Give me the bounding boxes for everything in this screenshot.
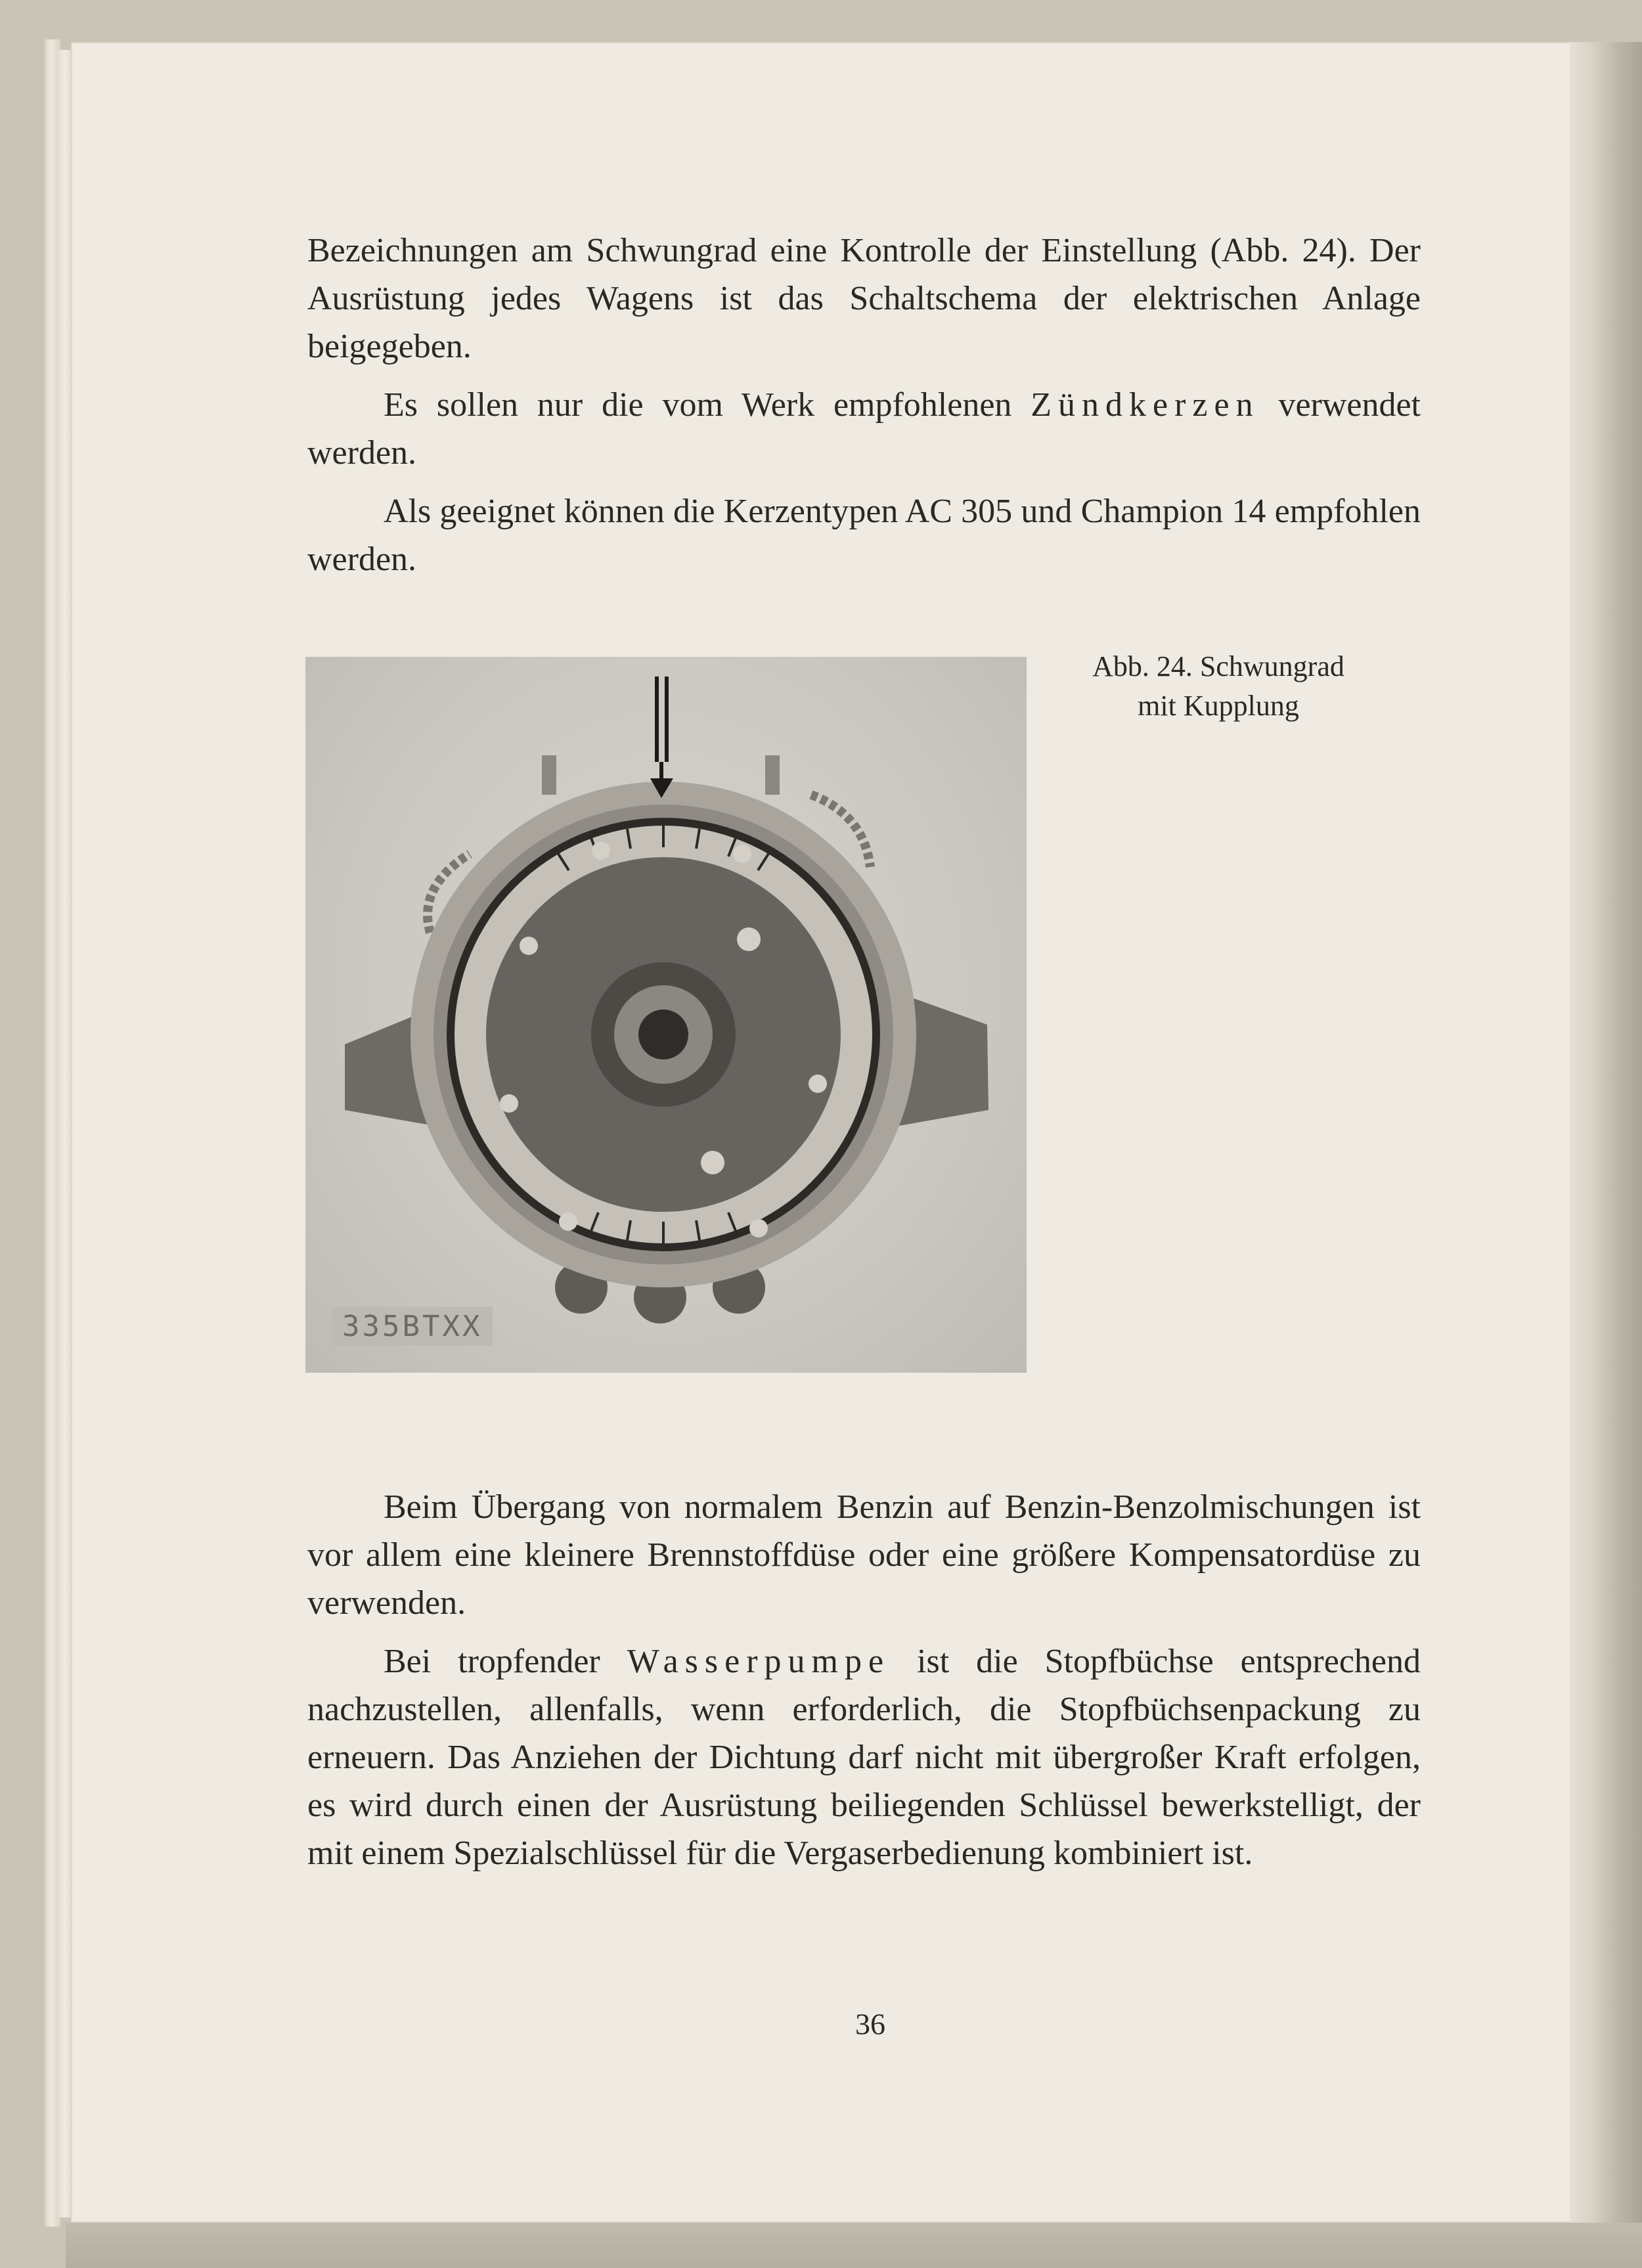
paragraph-water-pump xyxy=(307,1637,1421,1877)
top-text-block xyxy=(307,227,1421,583)
page-number: 36 xyxy=(855,2007,885,2041)
paragraph-spark-plugs-after: verwendet werden. xyxy=(307,386,1421,472)
paragraph-plug-types: Als geeignet können die Kerzentypen AC 305 und Champion 14 empfohlen werden. xyxy=(307,493,1421,578)
caption-line-1: Abb. 24. Schwungrad xyxy=(1092,650,1344,682)
page-stack-edge-inner xyxy=(58,50,72,2217)
paragraph-water-pump-before: Bei tropfender xyxy=(384,1643,627,1680)
paragraph-flywheel-marks: Bezeichnungen am Schwungrad eine Kontrolle der Einstellung (Abb. 24). Der Ausrüstung jedes Wagens ist das Schaltschema der elektrischen Anlage beigegeben. xyxy=(307,232,1421,365)
paragraph-fuel-mixture: Beim Übergang von normalem Benzin auf Benzin-Benzolmischungen ist vor allem eine kleinere Brennstoffdüse oder eine größere Kompensatordüse zu verwenden. xyxy=(307,1488,1421,1622)
figure-flywheel-photo xyxy=(305,657,1027,1373)
paragraph-spark-plugs xyxy=(307,381,1421,477)
figure-caption xyxy=(1044,647,1392,726)
paragraph-water-pump-after: ist die Stopfbüchse entsprechend nachzustellen, allenfalls, wenn erforderlich, die Stopfbüchsenpackung zu erneuern. Das Anziehen der Dichtung darf nicht mit übergroßer Kraft erfolgen, es wird durch einen der Ausrüstung beiliegenden Schlüssel bewerkstelligt, der mit einem Spezialschlüssel für die Vergaserbedienung kombiniert ist. xyxy=(307,1643,1421,1872)
emphasis-wasserpumpe: Wasserpumpe xyxy=(627,1643,891,1680)
bottom-text-block xyxy=(307,1483,1421,1877)
caption-line-2: mit Kupplung xyxy=(1138,690,1299,722)
paragraph-spark-plugs-before: Es sollen nur die vom Werk empfohlenen xyxy=(384,386,1031,424)
flywheel-illustration xyxy=(305,657,1027,1373)
emphasis-zuendkerzen: Zündkerzen xyxy=(1031,386,1260,424)
book-bottom-edge xyxy=(66,2223,1642,2268)
book-spine-shadow xyxy=(1570,42,1642,2223)
photo-negative-label: 335BTXX xyxy=(332,1307,493,1346)
